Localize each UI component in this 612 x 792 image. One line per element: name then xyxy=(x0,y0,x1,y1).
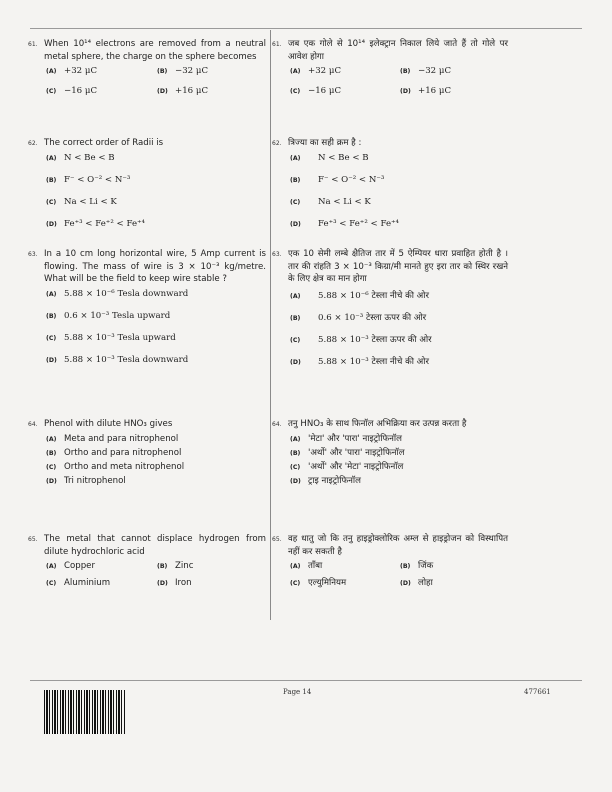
page-number: Page 14 xyxy=(283,688,312,696)
question-stem: The correct order of Radii is xyxy=(44,138,164,148)
option-b[interactable]: (B) 0.6 × 10⁻³ टेस्ला ऊपर की ओर xyxy=(290,312,427,323)
question-number: 64. xyxy=(28,421,38,428)
option-c[interactable]: (C) Aluminium xyxy=(46,578,111,588)
option-b[interactable]: (B) 'अर्थो' और 'पारा' नाइट्रोफिनॉल xyxy=(290,447,405,458)
question-number: 61. xyxy=(28,41,38,48)
option-c[interactable]: (C) Na < Li < K xyxy=(290,196,371,207)
option-b[interactable]: (B) Ortho and para nitrophenol xyxy=(46,447,182,458)
option-c[interactable]: (C) −16 μC xyxy=(46,86,98,96)
option-d[interactable]: (D) 5.88 × 10⁻³ Tesla downward xyxy=(46,354,189,365)
question-64-english xyxy=(28,418,266,487)
question-number: 63. xyxy=(28,251,38,258)
booklet-code: 477661 xyxy=(524,688,551,696)
option-b[interactable]: (B) F⁻ < O⁻² < N⁻³ xyxy=(46,174,131,185)
option-a[interactable]: (A) +32 μC xyxy=(46,66,98,76)
question-stem: जब एक गोले से 10¹⁴ इलेक्ट्रान निकाल लिये जाते हैं तो गोले पर आवेश होगा xyxy=(288,39,508,62)
question-number: 62. xyxy=(28,140,38,147)
option-d[interactable]: (D) Fe⁺³ < Fe⁺² < Fe⁺⁴ xyxy=(290,218,400,229)
option-b[interactable]: (B) F⁻ < O⁻² < N⁻³ xyxy=(290,174,385,185)
option-a[interactable]: (A) 5.88 × 10⁻⁶ Tesla downward xyxy=(46,288,189,299)
column-divider xyxy=(270,30,271,620)
question-number: 64. xyxy=(272,421,282,428)
question-number: 63. xyxy=(272,251,282,258)
question-stem: तनु HNO₃ के साथ फिनॉल अभिक्रिया कर उत्पन्न करता है xyxy=(288,419,467,429)
option-c[interactable]: (C) 5.88 × 10⁻³ Tesla upward xyxy=(46,332,176,343)
option-b[interactable]: (B) Zinc xyxy=(157,561,194,571)
question-stem: एक 10 सेमी लम्बे क्षैतिज तार में 5 ऐम्पियर धारा प्रवाहित होती है । तार की रांहति 3 × 10⁻³ किग्रा/मी मानते हुए इरा तार को स्थिर रखने के लिए क्षेत्र का मान होगा xyxy=(288,249,508,284)
question-63-english xyxy=(28,248,266,366)
option-c[interactable]: (C) एल्युमिनियम xyxy=(290,578,347,588)
option-a[interactable]: (A) N < Be < B xyxy=(46,152,115,163)
footer-rule xyxy=(30,680,582,681)
question-64-hindi xyxy=(272,418,508,487)
option-a[interactable]: (A) Copper xyxy=(46,561,95,571)
question-stem: When 10¹⁴ electrons are removed from a neutral metal sphere, the charge on the sphere becomes xyxy=(44,39,266,62)
option-a[interactable]: (A) N < Be < B xyxy=(290,152,369,163)
question-number: 61. xyxy=(272,41,282,48)
option-d[interactable]: (D) Fe⁺³ < Fe⁺² < Fe⁺⁴ xyxy=(46,218,146,229)
options xyxy=(44,558,266,589)
option-d[interactable]: (D) Tri nitrophenol xyxy=(46,475,126,486)
question-number: 65. xyxy=(272,536,282,543)
option-a[interactable]: (A) ताँबा xyxy=(290,561,323,571)
options xyxy=(44,63,266,97)
question-62-english xyxy=(28,137,266,230)
question-number: 65. xyxy=(28,536,38,543)
question-63-hindi xyxy=(272,248,508,368)
option-b[interactable]: (B) −32 μC xyxy=(157,66,209,76)
option-d[interactable]: (D) 5.88 × 10⁻³ टेस्ला नीचे की ओर xyxy=(290,356,429,367)
question-65-hindi xyxy=(272,533,508,589)
option-d[interactable]: (D) लोहा xyxy=(400,578,433,588)
option-c[interactable]: (C) Ortho and meta nitrophenol xyxy=(46,461,185,472)
option-c[interactable]: (C) −16 μC xyxy=(290,86,342,96)
option-d[interactable]: (D) +16 μC xyxy=(157,86,209,96)
question-stem: The metal that cannot displace hydrogen from dilute hydrochloric acid xyxy=(44,534,266,557)
option-d[interactable]: (D) ट्राइ नाइट्रोफिनॉल xyxy=(290,475,361,486)
question-65-english xyxy=(28,533,266,589)
option-b[interactable]: (B) जिंक xyxy=(400,561,434,571)
option-a[interactable]: (A) 5.88 × 10⁻⁶ टेस्ला नीचे की ओर xyxy=(290,290,429,301)
question-61-english xyxy=(28,38,266,97)
barcode xyxy=(44,690,126,734)
question-stem: Phenol with dilute HNO₃ gives xyxy=(44,419,173,429)
option-c[interactable]: (C) 5.88 × 10⁻³ टेस्ला ऊपर की ओर xyxy=(290,334,432,345)
question-number: 62. xyxy=(272,140,282,147)
option-a[interactable]: (A) 'मेटा' और 'पारा' नाइट्रोफिनॉल xyxy=(290,433,402,444)
option-a[interactable]: (A) +32 μC xyxy=(290,66,342,76)
question-61-hindi xyxy=(272,38,508,97)
question-62-hindi xyxy=(272,137,508,230)
option-b[interactable]: (B) −32 μC xyxy=(400,66,452,76)
option-b[interactable]: (B) 0.6 × 10⁻³ Tesla upward xyxy=(46,310,171,321)
options xyxy=(288,63,508,97)
question-stem: In a 10 cm long horizontal wire, 5 Amp current is flowing. The mass of wire is 3 × 10⁻³ kg/metre. What will be the field to keep wire stable ? xyxy=(44,249,266,284)
question-stem: त्रिज्या का सही क्रम है : xyxy=(288,138,362,148)
header-rule xyxy=(30,28,582,29)
options xyxy=(288,558,508,589)
option-d[interactable]: (D) +16 μC xyxy=(400,86,452,96)
option-c[interactable]: (C) 'अर्थो' और 'मेटा' नाइट्रोफिनॉल xyxy=(290,461,404,472)
question-stem: वह धातु जो कि तनु हाइड्रोक्लोरिक अम्ल से हाइड्रोजन को विस्थापित नहीं कर सकती है xyxy=(288,534,508,557)
option-c[interactable]: (C) Na < Li < K xyxy=(46,196,117,207)
option-d[interactable]: (D) Iron xyxy=(157,578,192,588)
option-a[interactable]: (A) Meta and para nitrophenol xyxy=(46,433,179,444)
